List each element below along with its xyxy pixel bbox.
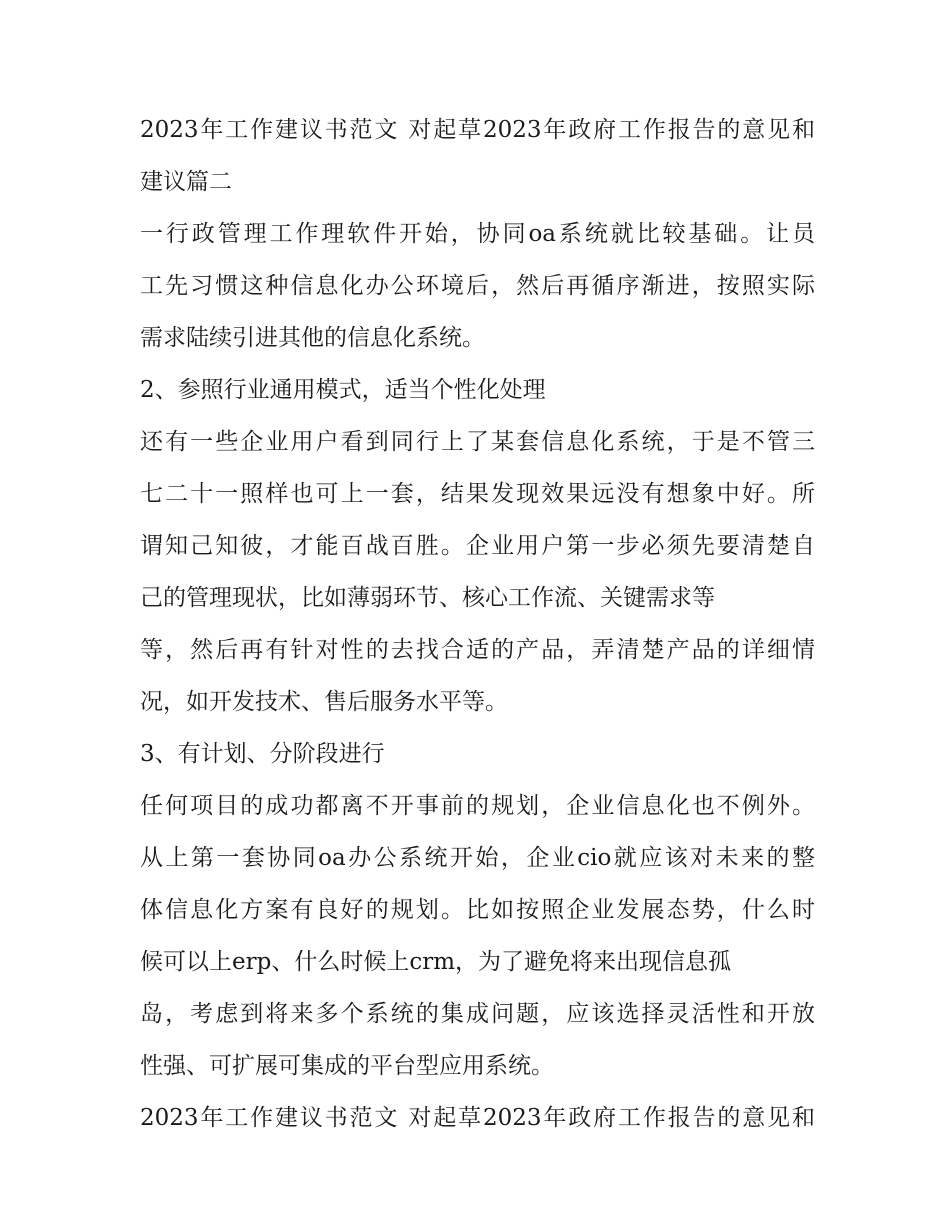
- paragraph-1-line-2: 工先习惯这种信息化办公环境后，然后再循序渐进，按照实际: [140, 273, 815, 299]
- section-heading-3: 3、有计划、分阶段进行: [140, 741, 385, 767]
- paragraph-1-line-3: 需求陆续引进其他的信息化系统。: [140, 325, 485, 351]
- title-line-2: 建议篇二: [140, 169, 232, 195]
- paragraph-3-line-4: 候可以上erp、什么时候上crm，为了避免将来出现信息孤: [140, 949, 732, 975]
- paragraph-3-line-2: 从上第一套协同oa办公系统开始，企业cio就应该对未来的整: [140, 845, 815, 871]
- paragraph-2-line-2: 七二十一照样也可上一套，结果发现效果远没有想象中好。所: [140, 481, 815, 507]
- title-line-1: 2023年工作建议书范文 对起草2023年政府工作报告的意见和: [140, 117, 815, 143]
- paragraph-1-line-1: 一行政管理工作理软件开始，协同oa系统就比较基础。让员: [140, 221, 815, 247]
- paragraph-3-line-1: 任何项目的成功都离不开事前的规划，企业信息化也不例外。: [140, 793, 815, 819]
- section-heading-2: 2、参照行业通用模式，适当个性化处理: [140, 377, 546, 403]
- paragraph-2-line-6: 况，如开发技术、售后服务水平等。: [140, 689, 508, 715]
- paragraph-2-line-4: 己的管理现状，比如薄弱环节、核心工作流、关键需求等: [140, 585, 715, 611]
- paragraph-3-line-6: 性强、可扩展可集成的平台型应用系统。: [140, 1053, 554, 1079]
- paragraph-3-line-5: 岛，考虑到将来多个系统的集成问题，应该选择灵活性和开放: [140, 1001, 815, 1027]
- paragraph-3-line-3: 体信息化方案有良好的规划。比如按照企业发展态势，什么时: [140, 897, 815, 923]
- document-body: [140, 104, 815, 1144]
- paragraph-2-line-5: 等，然后再有针对性的去找合适的产品，弄清楚产品的详细情: [140, 637, 815, 663]
- paragraph-2-line-3: 谓知己知彼，才能百战百胜。企业用户第一步必须先要清楚自: [140, 533, 815, 559]
- title-repeat-line: 2023年工作建议书范文 对起草2023年政府工作报告的意见和: [140, 1105, 815, 1131]
- paragraph-2-line-1: 还有一些企业用户看到同行上了某套信息化系统，于是不管三: [140, 429, 815, 455]
